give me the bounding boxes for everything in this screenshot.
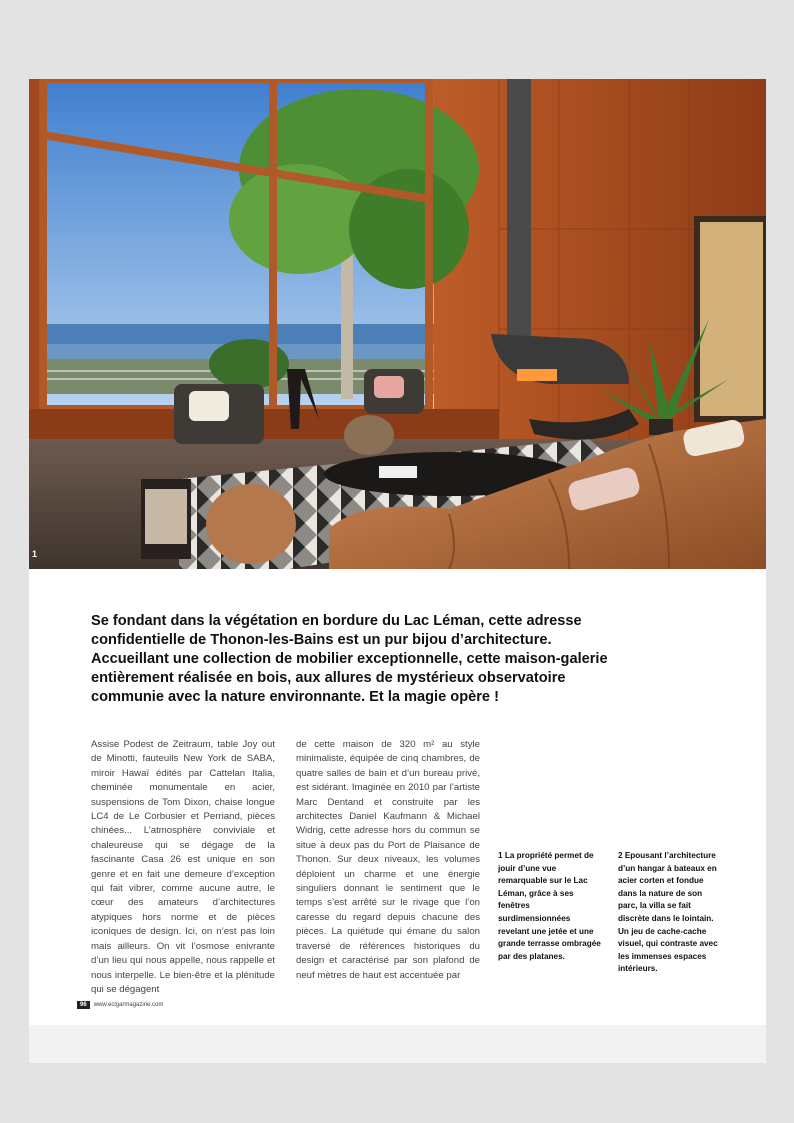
page-bottom-strip xyxy=(29,1025,766,1063)
photo-number: 1 xyxy=(32,549,38,559)
caption-number: 1 xyxy=(498,851,503,860)
caption-1 xyxy=(498,850,602,963)
living-room-photo xyxy=(29,79,766,569)
caption-number: 2 xyxy=(618,851,623,860)
lead-paragraph: Se fondant dans la végétation en bordure du Lac Léman, cette adresse confidentielle de Thonon-les-Bains est un pur bijou d’architecture. Accueillant une collection de mobilier exceptionnelle, cette maison-galerie entièrement réalisée en bois, aux allures de mystérieux observatoire communie avec la nature environnante. Et la magie opère ! xyxy=(91,613,608,705)
living-room-illustration xyxy=(29,79,766,569)
magazine-page xyxy=(29,79,766,1025)
page-footer xyxy=(77,1001,163,1009)
caption-text: La propriété permet de jouir d’une vue remarquable sur le Lac Léman, grâce à ses fenêtres surdimensionnées revelant une jetée et une grande terrasse ombragée par des platanes. xyxy=(498,851,601,961)
body-column-1: Assise Podest de Zeitraum, table Joy out de Minotti, fauteuils New York de SABA, miroir Hawaï édités par Cattelan Italia, cheminée monumentale en acier, suspensions de Tom Dixon, chaise longue LC4 de Le Corbusier et Perriand, pièces chinées... L’atmosphère conviviale et chaleureuse qui se dégage de la fascinante Casa 26 est unique en son genre et en fait une demeure d’exception qui fait vibrer, comme aucune autre, le cœur des amateurs d’architectures atypiques hors norme et de pièces iconiques de design. Ici, on n’est pas loin mais ailleurs. On vit l’osmose enivrante d’un lieu qui nous appelle, nous rappelle et nous interpelle. Le bien-être et la plénitude qui se dégagent xyxy=(91,739,275,995)
page-number: 96 xyxy=(77,1001,90,1009)
website-url[interactable]: www.eclgarmagazine.com xyxy=(93,1002,164,1008)
body-column-2: de cette maison de 320 m² au style minimaliste, équipée de cinq chambres, de quatre salles de bain et d’un bureau privé, est sidérant. Imaginée en 2010 par l’artiste Marc Dentand et construite par les architectes Daniel Kaufmann & Michael Widrig, cette adresse hors du commun se situe à deux pas du Port de Plaisance de Thonon. Sur deux niveaux, les volumes déploient un charme et une énergie singuliers donnant le sentiment que le temps s’est arrêté sur le rivage que l’on caresse du regard depuis chacune des pièces. La quiétude qui émane du salon traversé de références historiques du design et caractérisé par son plafond de neuf mètres de haut est accentuée par xyxy=(296,739,480,981)
caption-2 xyxy=(618,850,722,976)
caption-text: Epousant l’architecture d’un hangar à bateaux en acier corten et fondue dans la nature de son parc, la villa se fait discrète dans le lointain. Un jeu de cache-cache visuel, qui contraste avec les immenses espaces intérieurs. xyxy=(618,851,718,974)
